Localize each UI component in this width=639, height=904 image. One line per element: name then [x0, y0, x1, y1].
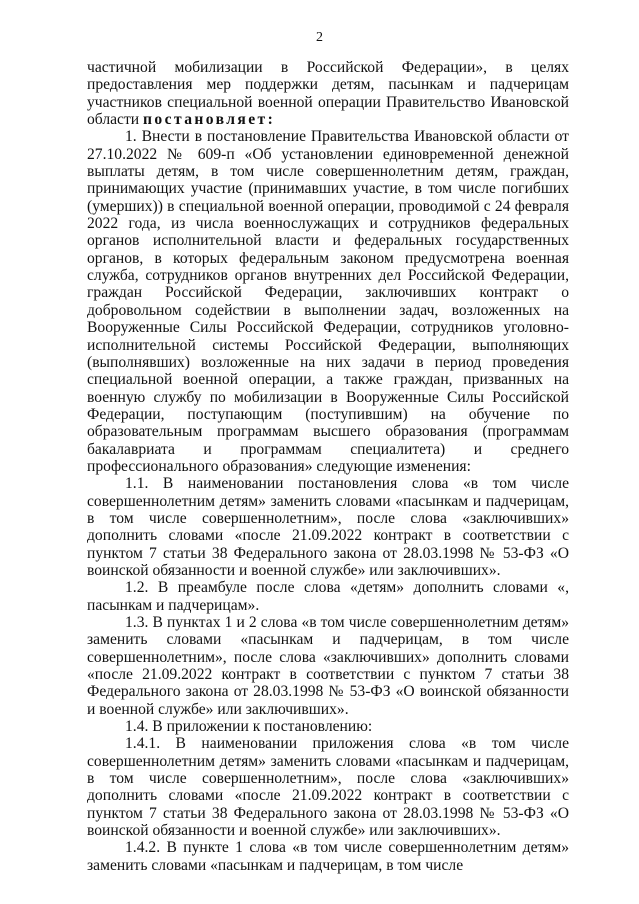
paragraph-intro-text: частичной мобилизации в Российской Федерации», в целях предоставления мер поддержки детям, пасынкам и падчерицам участников специальной военной операции Правительство Ивановской области: [87, 59, 569, 129]
paragraph-intro: [87, 59, 569, 128]
paragraph-1-4-1: 1.4.1. В наименовании приложения слова «в том числе совершеннолетним детям» заменить словами «пасынкам и падчерицам, в том числе совершеннолетним», после слова «заключивших» дополнить словами «после 21.09.2022 контракт в соответствии с пунктом 7 статьи 38 Федерального закона от 28.03.1998 № 53-ФЗ «О воинской обязанности и военной службе» или заключивших».: [87, 735, 569, 840]
paragraph-1: 1. Внести в постановление Правительства Ивановской области от 27.10.2022 № 609-п «Об установлении единовременной денежной выплаты детям, в том числе совершеннолетним детям, граждан, принимающих участие (принимавших участие, в том числе погибших (умерших)) в специальной военной операции, проводимой с 24 февраля 2022 года, из числа военнослужащих и сотрудников федеральных органов исполнительной власти и федеральных государственных органов, в которых федеральным законом предусмотрена военная служба, сотрудников органов внутренних дел Российской Федерации, граждан Российской Федерации, заключивших контракт о добровольном содействии в выполнении задач, возложенных на Вооруженные Силы Российской Федерации, сотрудников уголовно-исполнительной системы Российской Федерации, выполняющих (выполнявших) возложенные на них задачи в период проведения специальной военной операции, а также граждан, призванных на военную службу по мобилизации в Вооруженные Силы Российской Федерации, поступающим (поступившим) на обучение по образовательным программам высшего образования (программам бакалавриата и программам специалитета) и среднего профессионального образования» следующие изменения:: [87, 128, 569, 475]
paragraph-1-4-2: 1.4.2. В пункте 1 слова «в том числе совершеннолетним детям» заменить словами «пасынкам и падчерицам, в том числе: [87, 839, 569, 874]
paragraph-1-3: 1.3. В пунктах 1 и 2 слова «в том числе совершеннолетним детям» заменить словами «пасынкам и падчерицам, в том числе совершеннолетним», после слова «заключивших» дополнить словами «после 21.09.2022 контракт в соответствии с пунктом 7 статьи 38 Федерального закона от 28.03.1998 № 53-ФЗ «О воинской обязанности и военной службе» или заключивших».: [87, 614, 569, 718]
paragraph-1-1: 1.1. В наименовании постановления слова «в том числе совершеннолетним детям» заменить словами «пасынкам и падчерицам, в том числе совершеннолетним», после слова «заключивших» дополнить словами «после 21.09.2022 контракт в соответствии с пунктом 7 статьи 38 Федерального закона от 28.03.1998 № 53-ФЗ «О воинской обязанности и военной службе» или заключивших».: [87, 475, 569, 579]
page-number: 2: [316, 30, 323, 45]
document-body: [87, 59, 569, 874]
paragraph-1-2: 1.2. В преамбуле после слова «детям» дополнить словами «, пасынкам и падчерицам».: [87, 579, 569, 614]
paragraph-1-4: 1.4. В приложении к постановлению:: [125, 718, 373, 736]
decree-keyword: постановляет:: [143, 111, 276, 129]
